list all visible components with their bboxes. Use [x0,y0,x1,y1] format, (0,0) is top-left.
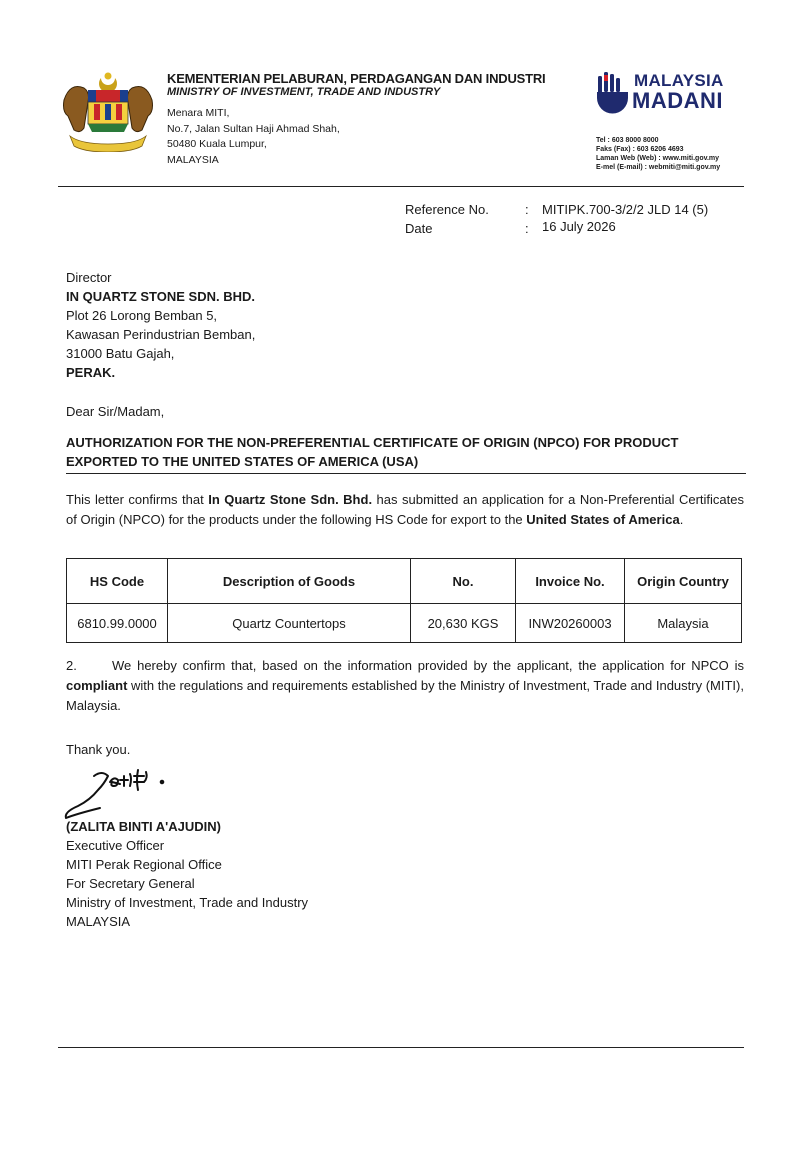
para2-compliant: compliant [66,678,128,693]
table-cell-no: 20,630 KGS [411,604,516,643]
ministry-name-malay: KEMENTERIAN PELABURAN, PERDAGANGAN DAN INDUSTRI [167,71,546,86]
logo-text-malaysia: MALAYSIA [634,71,724,90]
recipient-title: Director [66,270,112,285]
table-row [67,604,742,643]
signatory-name: (ZALITA BINTI A'AJUDIN) [66,819,221,834]
subject-heading [66,433,746,471]
letter-date: 16 July 2026 [542,219,616,234]
signatory-position: Executive Officer [66,838,165,853]
recipient-company: IN QUARTZ STONE SDN. BHD. [66,289,255,304]
subject-line-1: AUTHORIZATION FOR THE NON-PREFERENTIAL CERTIFICATE OF ORIGIN (NPCO) FOR PRODUCT [66,435,679,450]
signatory-ministry: Ministry of Investment, Trade and Industry [66,895,309,910]
recipient-address-3: 31000 Batu Gajah, [66,346,175,361]
para2-number: 2. [66,658,77,673]
goods-table [66,558,742,643]
subject-line-2: EXPORTED TO THE UNITED STATES OF AMERICA (USA) [66,454,419,469]
para1-text: . [679,512,684,527]
para2-text: with the regulations and requirements established by the Ministry of Investment, Trade and Industry (MITI), Malaysia. [66,678,744,713]
table-cell-description: Quartz Countertops [168,604,411,643]
table-header-hs-code: HS Code [67,559,168,604]
table-header-no: No. [411,559,516,604]
footer-divider [58,1047,744,1048]
table-header-origin: Origin Country [625,559,742,604]
para1-text: This letter confirms that [66,492,209,507]
table-header-invoice: Invoice No. [516,559,625,604]
para1-company: In Quartz Stone Sdn. Bhd. [208,492,373,507]
reference-number: MITIPK.700-3/2/2 JLD 14 (5) [542,202,709,217]
closing: Thank you. [66,742,131,757]
paragraph-2 [66,656,744,716]
contact-line: Laman Web (Web) : www.miti.gov.my [596,155,720,162]
table-header-description: Description of Goods [168,559,411,604]
para1-country: United States of America [526,512,680,527]
address-line: No.7, Jalan Sultan Haji Ahmad Shah, [167,122,340,135]
handwritten-signature [58,762,208,820]
logo-text-madani: MADANI [632,88,723,113]
recipient-address-1: Plot 26 Lorong Bemban 5, [66,308,218,323]
recipient-state: PERAK. [66,365,116,380]
address-line: Menara MITI, [167,107,230,119]
signatory-country: MALAYSIA [66,914,131,929]
date-label: Date [405,221,433,236]
contact-line: E-mel (E-mail) : webmiti@miti.gov.my [596,164,721,171]
contact-details [596,136,720,172]
para1-text: has submitted an application for a Non-Preferential Certificates of Origin (NPCO) for the products under the following HS Code for export to the [66,492,744,527]
contact-line: Tel : 603 8000 8000 [596,137,659,144]
para2-text: We hereby confirm that, based on the information provided by the applicant, the application for NPCO is [112,658,744,673]
table-cell-hs-code: 6810.99.0000 [67,604,168,643]
address-line: 50480 Kuala Lumpur, [167,138,267,150]
signatory-office: MITI Perak Regional Office [66,857,222,872]
table-cell-invoice: INW20260003 [516,604,625,643]
reference-colon: : [525,202,529,217]
signatory-for: For Secretary General [66,876,195,891]
table-cell-origin: Malaysia [625,604,742,643]
date-colon: : [525,221,529,236]
table-header-row [67,559,742,604]
malaysia-coat-of-arms-logo [54,70,162,152]
paragraph-1 [66,490,744,530]
salutation: Dear Sir/Madam, [66,404,165,419]
contact-line: Faks (Fax) : 603 6206 4693 [596,146,684,153]
reference-label: Reference No. [405,202,489,217]
subject-underline [66,473,746,474]
header-divider [58,186,744,187]
address-line: MALAYSIA [167,153,219,166]
ministry-name-english: MINISTRY OF INVESTMENT, TRADE AND INDUSTRY [167,86,441,98]
ministry-address [167,106,340,168]
recipient-address-2: Kawasan Perindustrian Bemban, [66,327,256,342]
